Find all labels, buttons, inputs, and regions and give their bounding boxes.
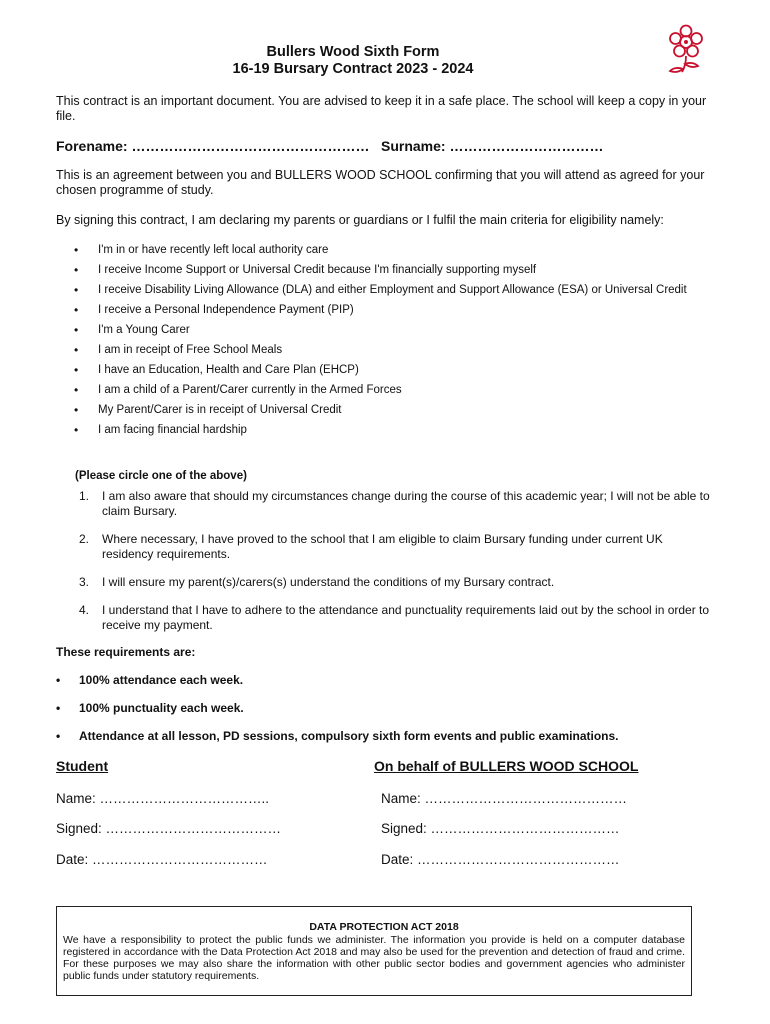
list-item: • 100% attendance each week. — [56, 673, 244, 687]
bullet-dot: • — [74, 283, 79, 297]
school-signed-field[interactable]: Signed: …………………………………… — [381, 821, 620, 836]
bullet-dot: • — [74, 243, 79, 257]
school-date-field[interactable]: Date: ……………………………………… — [381, 852, 620, 867]
bullet-dot: • — [74, 323, 79, 337]
list-item: 4. I understand that I have to adhere to the attendance and punctuality requirements laid out by the school in order to receive my payment. — [79, 603, 710, 632]
list-item: • I receive Income Support or Universal Credit because I'm financially supporting myself — [74, 263, 537, 277]
list-item: 1. I am also aware that should my circumstances change during the course of this academic year; I will not be able to claim Bursary. — [79, 489, 710, 518]
bullet-dot: • — [56, 729, 61, 743]
list-item: • My Parent/Carer is in receipt of Universal Credit — [74, 403, 342, 417]
list-item: • I am a child of a Parent/Carer currently in the Armed Forces — [74, 383, 402, 397]
list-item: • 100% punctuality each week. — [56, 701, 244, 715]
student-name-field[interactable]: Name: ……………………………….. — [56, 791, 270, 806]
list-item: • I receive a Personal Independence Payment (PIP) — [74, 303, 354, 317]
student-signed-field[interactable]: Signed: ………………………………… — [56, 821, 282, 836]
bullet-dot: • — [74, 423, 79, 437]
list-item: • I'm in or have recently left local authority care — [74, 243, 329, 257]
bullet-dot: • — [74, 383, 79, 397]
list-item: • I'm a Young Carer — [74, 323, 190, 337]
surname-field[interactable]: Surname: …………………………… — [381, 138, 604, 154]
school-heading: On behalf of BULLERS WOOD SCHOOL — [374, 758, 639, 774]
title-line-2: 16-19 Bursary Contract 2023 - 2024 — [232, 61, 474, 77]
statements-list — [56, 489, 716, 646]
declaration-paragraph: By signing this contract, I am declaring my parents or guardians or I fulfil the main criteria for eligibility namely: — [56, 213, 664, 227]
school-name-field[interactable]: Name: ……………………………………… — [381, 791, 628, 806]
title-line-1: Bullers Wood Sixth Form — [266, 44, 440, 60]
list-item: 3. I will ensure my parent(s)/carers(s) understand the conditions of my Bursary contract. — [79, 575, 555, 589]
list-item: • I am facing financial hardship — [74, 423, 247, 437]
list-item: 2. Where necessary, I have proved to the school that I am eligible to claim Bursary funding under current UK residency requirements. — [79, 532, 663, 561]
bullet-dot: • — [74, 403, 79, 417]
data-protection-title: DATA PROTECTION ACT 2018 — [309, 921, 459, 933]
name-fields-row — [56, 138, 716, 156]
bullet-dot: • — [74, 263, 79, 277]
agreement-paragraph: This is an agreement between you and BULLERS WOOD SCHOOL confirming that you will attend as agreed for your chosen programme of study. — [56, 168, 705, 197]
bullet-dot: • — [74, 303, 79, 317]
data-protection-box — [56, 906, 692, 996]
student-heading: Student — [56, 758, 109, 774]
bullet-dot: • — [74, 363, 79, 377]
intro-paragraph: This contract is an important document. You are advised to keep it in a safe place. The school will keep a copy in your file. — [56, 94, 707, 123]
bullet-dot: • — [56, 673, 61, 687]
bullet-dot: • — [74, 343, 79, 357]
list-item: • Attendance at all lesson, PD sessions, compulsory sixth form events and public examinations. — [56, 729, 619, 743]
eligibility-criteria-list — [56, 243, 716, 443]
forename-field[interactable]: Forename: …………………………………………… — [56, 138, 370, 154]
bullet-dot: • — [56, 701, 61, 715]
requirements-list — [56, 673, 716, 757]
list-item: • I have an Education, Health and Care Plan (EHCP) — [74, 363, 359, 377]
document-title — [0, 44, 706, 78]
student-date-field[interactable]: Date: ………………………………… — [56, 852, 268, 867]
circle-instruction: (Please circle one of the above) — [75, 470, 247, 482]
list-item: • I am in receipt of Free School Meals — [74, 343, 283, 357]
requirements-heading: These requirements are: — [56, 645, 196, 659]
list-item: • I receive Disability Living Allowance (DLA) and either Employment and Support Allowance (ESA) or Universal Credit — [74, 283, 687, 297]
data-protection-text: We have a responsibility to protect the public funds we administer. The information you provide is held on a computer database registered in accordance with the Data Protection Act 2018 and may also be used for the prevention and detection of fraud and crime. For these purposes we may also share the information with other public sector bodies and government agencies who administer public funds under statutory requirements. — [63, 934, 685, 982]
